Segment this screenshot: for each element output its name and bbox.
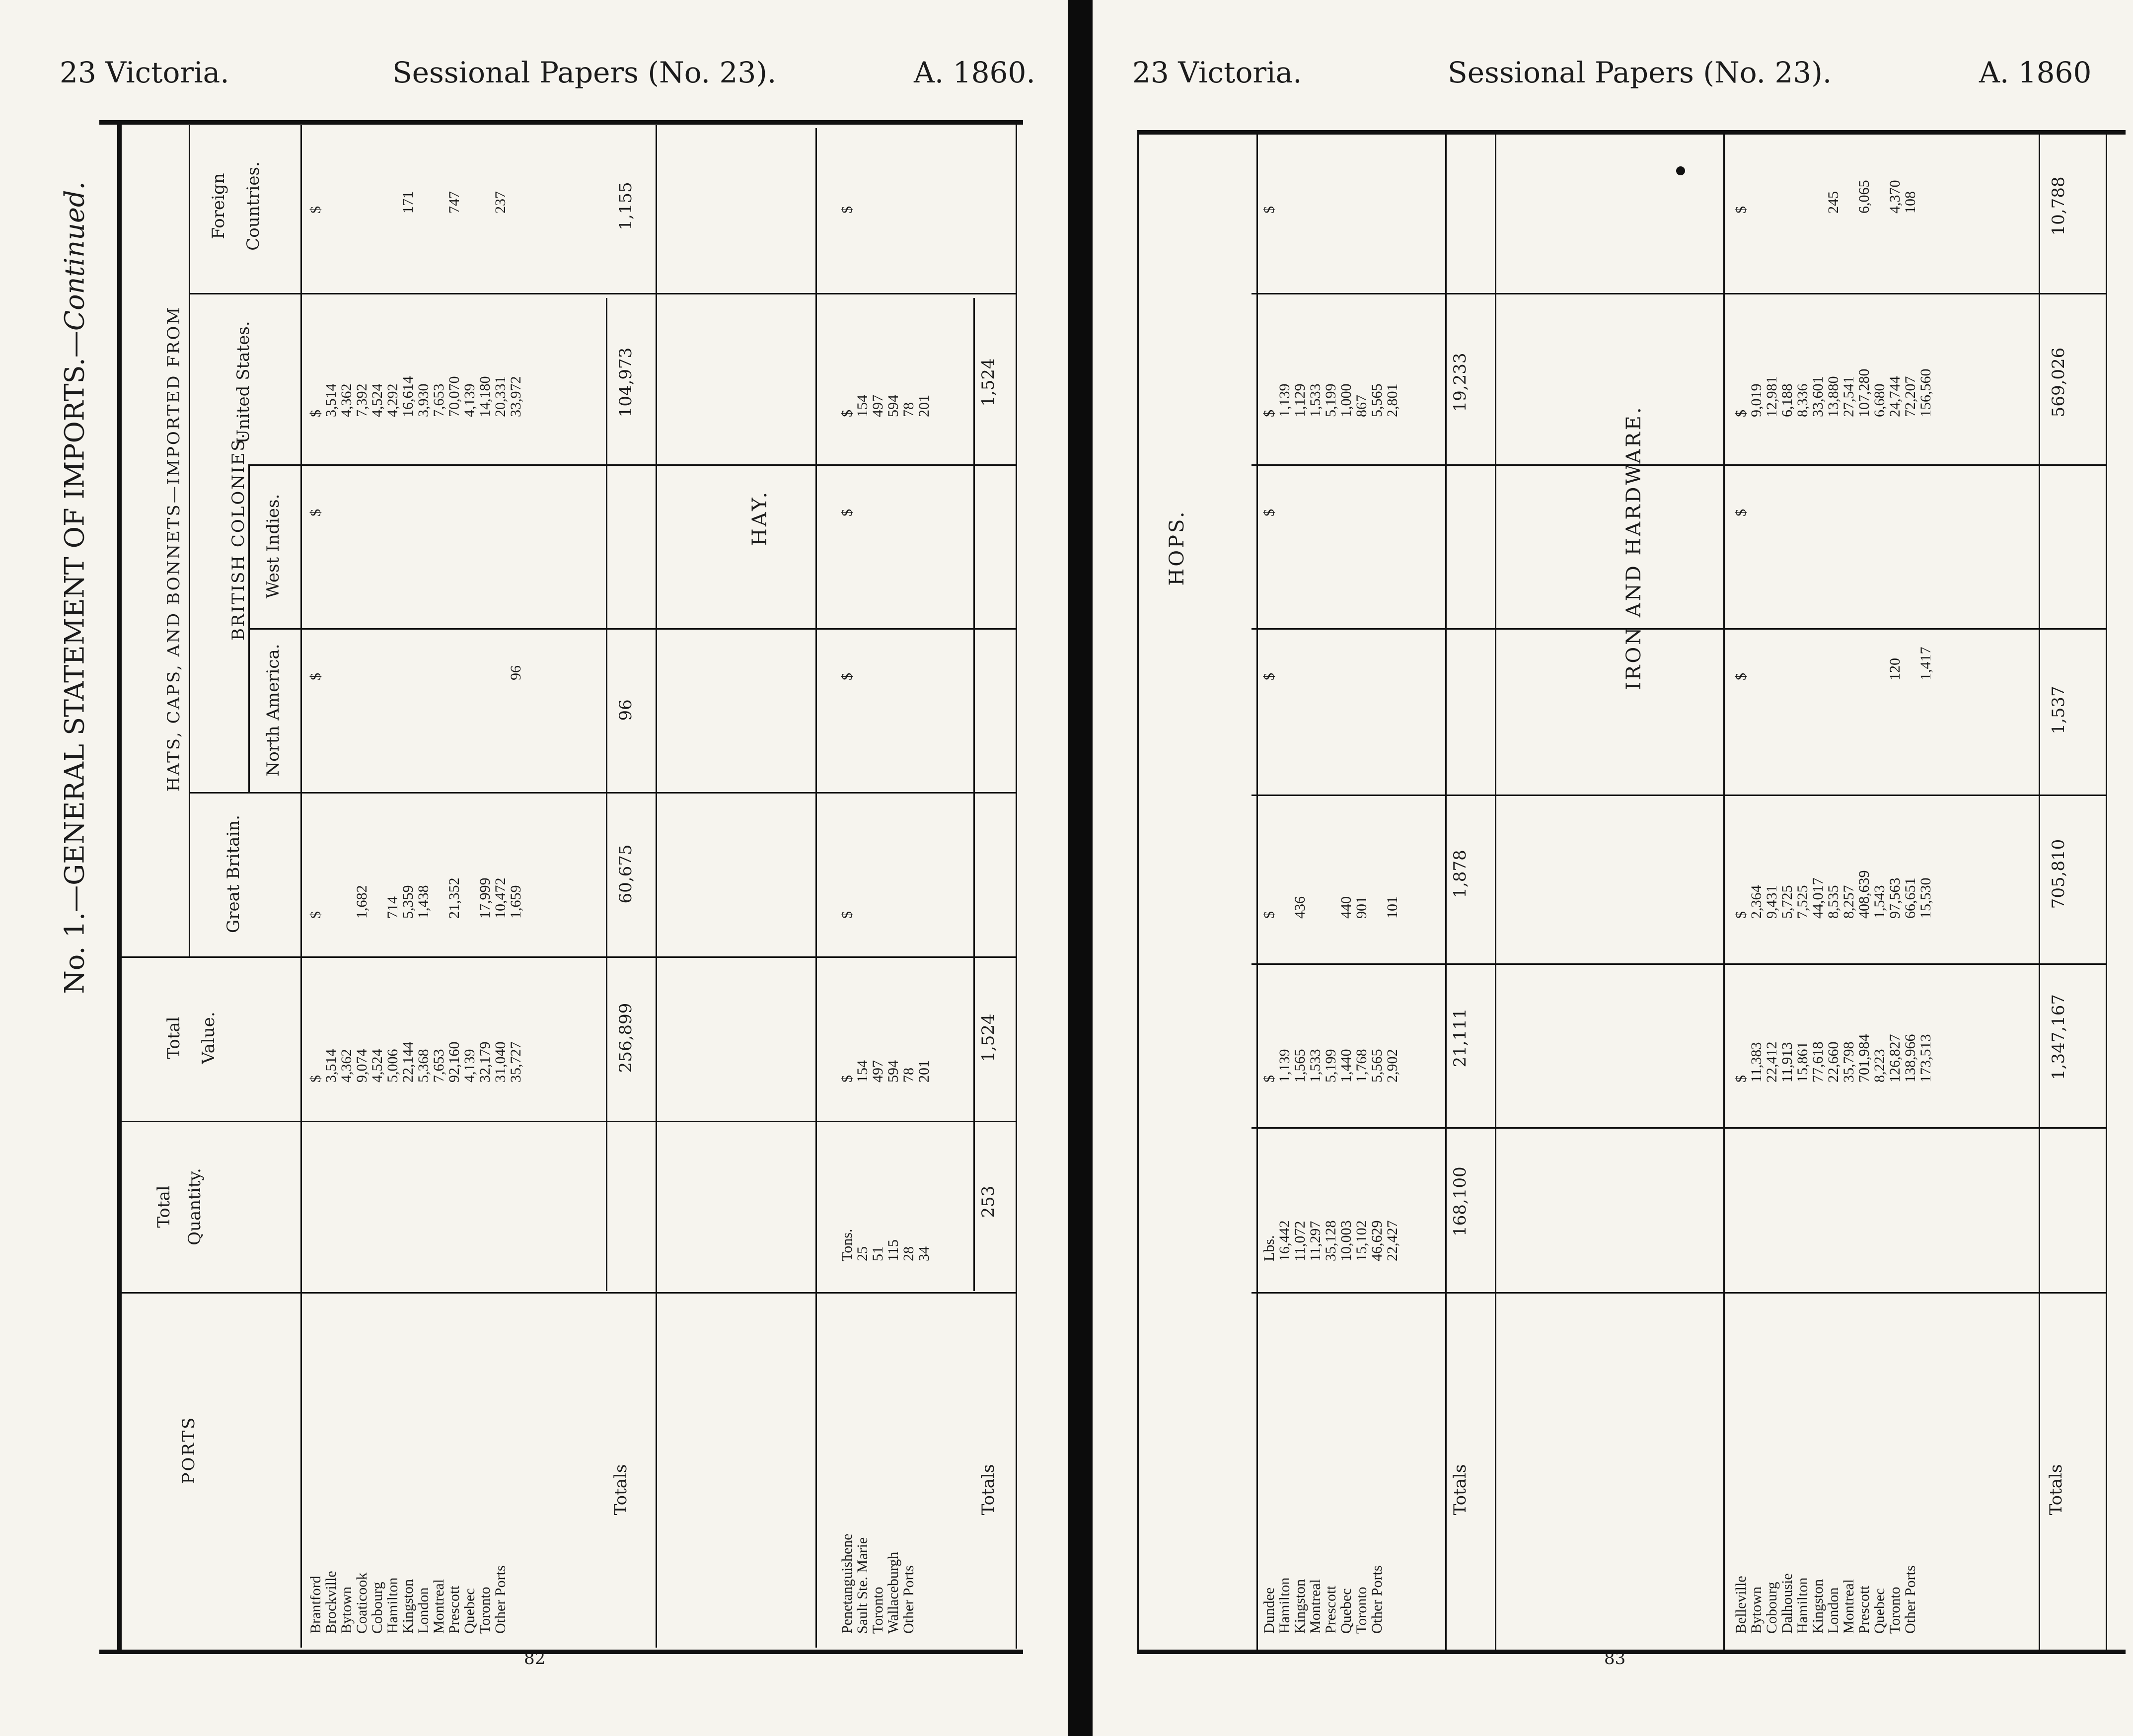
cell-text: $	[839, 673, 855, 680]
header-west-indies: West Indies.	[263, 494, 283, 599]
cell-text: $	[307, 509, 324, 516]
cell-text: 4,139	[461, 1049, 478, 1083]
cell-text: $	[839, 911, 855, 919]
page-number-right: 83	[1604, 1649, 1626, 1668]
hops-totals-gb: 1,878	[1450, 850, 1470, 898]
cell-text: 13,880	[1825, 376, 1841, 417]
cell-text: 7,392	[354, 383, 370, 417]
cell-text: Hamilton	[384, 1577, 401, 1634]
cell-text: 1,543	[1871, 885, 1888, 919]
header-quantity-1: Total	[154, 1185, 174, 1228]
cell-text: 9,019	[1748, 383, 1765, 417]
cell-text: 1,139	[1276, 1049, 1293, 1083]
cell-text: 901	[1353, 896, 1370, 919]
cell-text: Bytown	[1748, 1586, 1765, 1634]
r-rule-ports	[1251, 1292, 2106, 1294]
r-rule-na	[1251, 628, 2106, 630]
hats-totals-value: 256,899	[616, 1003, 636, 1073]
frame-left-right	[1137, 130, 1139, 1650]
year-label: A. 1860.	[914, 56, 1035, 89]
cell-text: 237	[492, 191, 509, 214]
cell-text: 78	[900, 1068, 917, 1083]
hats-totals-us: 104,973	[616, 347, 636, 418]
cell-text: 8,535	[1825, 885, 1841, 919]
cell-text: 9,431	[1764, 885, 1780, 919]
cell-text: 11,297	[1307, 1221, 1324, 1261]
cell-text: 594	[885, 1060, 901, 1083]
cell-text: 4,370	[1887, 180, 1903, 214]
cell-text: 15,102	[1353, 1220, 1370, 1261]
cell-text: Cobourg	[369, 1582, 385, 1634]
cell-text: 1,440	[1338, 1049, 1354, 1083]
cell-text: $	[1261, 410, 1277, 417]
cell-text: $	[1733, 206, 1749, 214]
cell-text: $	[1733, 410, 1749, 417]
cell-text: 171	[400, 191, 416, 214]
cell-text: $	[307, 911, 324, 919]
cell-text: 497	[870, 395, 886, 417]
hops-totals-us: 19,233	[1450, 353, 1470, 412]
cell-text: London	[1825, 1587, 1841, 1634]
rule-us	[189, 293, 1016, 294]
cell-text: 96	[508, 665, 524, 680]
cell-text: 747	[446, 191, 462, 214]
cell-text: 1,438	[415, 885, 432, 919]
cell-text: 12,981	[1764, 376, 1780, 417]
cell-text: 35,727	[508, 1041, 524, 1083]
cell-text: Lbs.	[1261, 1235, 1277, 1261]
rule-quantity	[117, 1121, 1016, 1122]
cell-text: $	[1261, 911, 1277, 919]
hops-start	[1256, 130, 1258, 1650]
r-rule-us	[1251, 293, 2106, 294]
iron-totals-us: 569,026	[2049, 347, 2068, 418]
cell-text: 201	[916, 1060, 932, 1083]
cell-text: 11,913	[1779, 1042, 1795, 1083]
cell-text: 2,902	[1384, 1049, 1400, 1083]
cell-text: 22,412	[1764, 1041, 1780, 1083]
cell-text: $	[1261, 206, 1277, 214]
iron-totals-foreign: 10,788	[2049, 176, 2068, 236]
cell-text: 28	[900, 1246, 917, 1261]
session-label: 23 Victoria.	[60, 56, 229, 89]
rule-value	[117, 956, 1016, 958]
cell-text: 21,352	[446, 877, 462, 919]
cell-text: Toronto	[477, 1587, 493, 1634]
cell-text: 5,199	[1323, 1049, 1339, 1083]
cell-text: Hamilton	[1794, 1577, 1811, 1634]
iron-totals-label: Totals	[2046, 1464, 2066, 1516]
cell-text: 701,984	[1856, 1034, 1872, 1083]
cell-text: 11,072	[1292, 1221, 1308, 1261]
cell-text: 7,653	[431, 383, 447, 417]
cell-text: 1,417	[1917, 647, 1934, 680]
cell-text: 92,160	[446, 1041, 462, 1083]
cell-text: Dalhousie	[1779, 1573, 1795, 1634]
r-rule-value	[1251, 963, 2106, 965]
cell-text: 497	[870, 1060, 886, 1083]
running-title: Sessional Papers (No. 23).	[392, 56, 777, 89]
cell-text: 101	[1384, 896, 1400, 919]
cell-text: 46,629	[1369, 1220, 1385, 1261]
cell-text: 436	[1292, 896, 1308, 919]
cell-text: 5,006	[384, 1049, 401, 1083]
header-value-1: Total	[164, 1016, 184, 1059]
cell-text: 77,618	[1810, 1041, 1826, 1083]
header-great-britain: Great Britain.	[223, 815, 243, 933]
hops-title: HOPS.	[1166, 509, 1188, 586]
cell-text: Montreal	[1307, 1579, 1324, 1634]
cell-text: 1,000	[1338, 383, 1354, 417]
cell-text: Cobourg	[1764, 1582, 1780, 1634]
cell-text: 156,560	[1917, 368, 1934, 417]
cell-text: 22,660	[1825, 1041, 1841, 1083]
cell-text: 17,999	[477, 877, 493, 919]
cell-text: 714	[384, 896, 401, 919]
section-divider	[815, 128, 817, 1648]
cell-text: 5,565	[1369, 383, 1385, 417]
frame-top-right	[1137, 130, 2126, 135]
cell-text: 32,179	[477, 1041, 493, 1083]
cell-text: 33,972	[508, 376, 524, 417]
cell-text: 16,442	[1276, 1220, 1293, 1261]
cell-text: 2,364	[1748, 885, 1765, 919]
cell-text: 4,362	[338, 1049, 355, 1083]
cell-text: $	[1733, 509, 1749, 516]
right-page	[1093, 0, 2133, 1736]
cell-text: $	[1733, 673, 1749, 680]
cell-text: 6,188	[1779, 383, 1795, 417]
cell-text: Montreal	[1840, 1579, 1857, 1634]
cell-text: Toronto	[870, 1587, 886, 1634]
frame-top	[99, 120, 1023, 125]
cell-text: 7,653	[431, 1049, 447, 1083]
cell-text: 66,651	[1902, 877, 1918, 919]
ink-dot	[1676, 166, 1685, 175]
hats-totals-na: 96	[616, 699, 636, 721]
cell-text: 3,514	[323, 383, 339, 417]
hay-totals-rule	[973, 298, 975, 1291]
cell-text: 1,533	[1307, 383, 1324, 417]
cell-text: Prescott	[446, 1586, 462, 1634]
cell-text: $	[839, 1075, 855, 1083]
cell-text: 867	[1353, 395, 1370, 417]
cell-text: 78	[900, 402, 917, 417]
cell-text: 1,533	[1307, 1049, 1324, 1083]
cell-text: Penetanguishene	[839, 1533, 855, 1634]
rule-imported-from	[189, 125, 190, 957]
cell-text: Quebec	[1871, 1588, 1888, 1634]
session-label-right: 23 Victoria.	[1132, 56, 1302, 89]
header-north-america: North America.	[263, 644, 283, 777]
cell-text: $	[839, 509, 855, 516]
cell-text: 10,003	[1338, 1220, 1354, 1261]
cell-text: $	[1261, 509, 1277, 516]
cell-text: $	[839, 410, 855, 417]
r-rule-quantity	[1251, 1127, 2106, 1129]
cell-text: 594	[885, 395, 901, 417]
cell-text: 31,040	[492, 1041, 509, 1083]
hats-totals-gb: 60,675	[616, 844, 636, 904]
cell-text: 6,680	[1871, 383, 1888, 417]
cell-text: Kingston	[1292, 1579, 1308, 1634]
cell-text: Wallaceburgh	[885, 1551, 901, 1634]
book-gutter	[1068, 0, 1093, 1736]
frame-right-right	[2106, 130, 2107, 1650]
frame-bottom-right	[1137, 1650, 2126, 1654]
cell-text: London	[415, 1587, 432, 1634]
hay-totals-value: 1,524	[978, 1013, 998, 1062]
cell-text: 126,827	[1887, 1034, 1903, 1083]
cell-text: Toronto	[1353, 1587, 1370, 1634]
cell-text: 1,139	[1276, 383, 1293, 417]
cell-text: 70,070	[446, 376, 462, 417]
frame-right	[1016, 124, 1017, 1649]
cell-text: 25	[854, 1246, 871, 1261]
cell-text: 16,614	[400, 376, 416, 417]
page-number: 82	[524, 1649, 546, 1668]
cell-text: 7,525	[1794, 885, 1811, 919]
rule-wi	[248, 464, 1016, 466]
cell-text: 2,801	[1384, 383, 1400, 417]
header-value-2: Value.	[199, 1012, 219, 1064]
cell-text: 8,223	[1871, 1049, 1888, 1083]
cell-text: 8,336	[1794, 383, 1811, 417]
hops-totals-rule	[1445, 130, 1447, 1650]
cell-text: 4,524	[369, 1049, 385, 1083]
cell-text: 245	[1825, 191, 1841, 214]
year-label-right: A. 1860	[1979, 56, 2092, 89]
cell-text: 4,292	[384, 383, 401, 417]
hats-section-end	[656, 125, 657, 1648]
statement-continued: Continued.	[59, 181, 90, 331]
hay-totals-quantity: 253	[978, 1185, 998, 1218]
cell-text: Coaticook	[354, 1572, 370, 1634]
cell-text: Other Ports	[492, 1565, 509, 1634]
cell-text: 201	[916, 395, 932, 417]
rule-header-bottom	[300, 125, 302, 1648]
hats-totals-label: Totals	[611, 1464, 631, 1516]
header-british-colonies: BRITISH COLONIES.	[228, 432, 248, 641]
cell-text: 9,074	[354, 1049, 370, 1083]
cell-text: 44,017	[1810, 877, 1826, 919]
cell-text: $	[307, 673, 324, 680]
hops-totals-label: Totals	[1450, 1464, 1470, 1516]
cell-text: 15,530	[1917, 877, 1934, 919]
cell-text: 11,383	[1748, 1042, 1765, 1083]
cell-text: 33,601	[1810, 376, 1826, 417]
cell-text: Hamilton	[1276, 1577, 1293, 1634]
cell-text: 154	[854, 1060, 871, 1083]
cell-text: Bytown	[338, 1586, 355, 1634]
cell-text: Quebec	[461, 1588, 478, 1634]
cell-text: 3,514	[323, 1049, 339, 1083]
hops-totals-quantity: 168,100	[1450, 1166, 1470, 1236]
header-foreign-2: Countries.	[243, 161, 263, 251]
cell-text: 24,744	[1887, 376, 1903, 417]
iron-totals-rule	[2039, 130, 2040, 1650]
statement-title	[59, 181, 90, 994]
iron-totals-na: 1,537	[2049, 686, 2068, 734]
rule-colonies	[248, 464, 250, 792]
cell-text: $	[307, 410, 324, 417]
cell-text: Other Ports	[1902, 1565, 1918, 1634]
r-rule-gb	[1251, 795, 2106, 796]
cell-text: $	[1261, 673, 1277, 680]
header-quantity-2: Quantity.	[185, 1168, 205, 1245]
cell-text: 1,659	[508, 885, 524, 919]
cell-text: 107,280	[1856, 368, 1872, 417]
r-rule-wi	[1251, 464, 2106, 466]
cell-text: 115	[885, 1239, 901, 1261]
cell-text: 5,368	[415, 1049, 432, 1083]
cell-text: 97,563	[1887, 877, 1903, 919]
cell-text: 15,861	[1794, 1041, 1811, 1083]
statement-title-text: No. 1.—GENERAL STATEMENT OF IMPORTS.—	[59, 331, 90, 994]
hay-totals-label: Totals	[978, 1464, 998, 1516]
cell-text: 72,207	[1902, 376, 1918, 417]
cell-text: 1,129	[1292, 383, 1308, 417]
iron-title: IRON AND HARDWARE.	[1622, 405, 1645, 690]
header-united-states: United States.	[233, 321, 253, 444]
cell-text: $	[307, 1075, 324, 1083]
cell-text: 5,565	[1369, 1049, 1385, 1083]
cell-text: 1,768	[1353, 1049, 1370, 1083]
frame-left	[117, 120, 122, 1650]
cell-text: Kingston	[1810, 1579, 1826, 1634]
hops-totals-value: 21,111	[1450, 1008, 1470, 1068]
cell-text: Kingston	[400, 1579, 416, 1634]
iron-totals-gb: 705,810	[2049, 839, 2068, 909]
cell-text: 4,524	[369, 383, 385, 417]
cell-text: $	[307, 206, 324, 214]
cell-text: 14,180	[477, 376, 493, 417]
cell-text: 22,427	[1384, 1220, 1400, 1261]
cell-text: 8,257	[1840, 885, 1857, 919]
cell-text: 154	[854, 395, 871, 417]
cell-text: 440	[1338, 896, 1354, 919]
cell-text: Belleville	[1733, 1576, 1749, 1634]
cell-text: Tons.	[839, 1229, 855, 1261]
cell-text: $	[1733, 911, 1749, 919]
hats-totals-rule	[606, 298, 607, 1291]
cell-text: 27,541	[1840, 376, 1857, 417]
cell-text: Toronto	[1887, 1587, 1903, 1634]
header-imported-from: HATS, CAPS, AND BONNETS—IMPORTED FROM	[164, 305, 184, 792]
running-title-right: Sessional Papers (No. 23).	[1448, 56, 1832, 89]
header-foreign-1: Foreign	[209, 173, 228, 239]
hops-section-end	[1495, 130, 1496, 1650]
cell-text: 22,144	[400, 1041, 416, 1083]
cell-text: Brockville	[323, 1571, 339, 1634]
cell-text: 51	[870, 1246, 886, 1261]
cell-text: Other Ports	[1369, 1565, 1385, 1634]
cell-text: 108	[1902, 191, 1918, 214]
cell-text: 5,359	[400, 885, 416, 919]
cell-text: 20,331	[492, 376, 509, 417]
cell-text: 173,513	[1917, 1034, 1934, 1083]
cell-text: 5,725	[1779, 885, 1795, 919]
cell-text: Prescott	[1323, 1586, 1339, 1634]
cell-text: 4,139	[461, 383, 478, 417]
cell-text: 34	[916, 1246, 932, 1261]
cell-text: Brantford	[307, 1576, 324, 1634]
header-ports: PORTS	[179, 1416, 199, 1484]
hats-totals-foreign: 1,155	[616, 182, 636, 230]
cell-text: Dundee	[1261, 1587, 1277, 1634]
iron-totals-value: 1,347,167	[2049, 994, 2068, 1080]
cell-text: 138,966	[1902, 1034, 1918, 1083]
cell-text: 1,682	[354, 885, 370, 919]
iron-start	[1723, 130, 1725, 1650]
rule-ports	[117, 1292, 1016, 1294]
rule-na	[248, 628, 1016, 630]
frame-bottom	[99, 1650, 1023, 1654]
cell-text: Montreal	[431, 1579, 447, 1634]
cell-text: 6,065	[1856, 180, 1872, 214]
cell-text: 3,930	[415, 383, 432, 417]
cell-text: 10,472	[492, 877, 509, 919]
hay-title: HAY.	[748, 490, 771, 546]
cell-text: $	[839, 206, 855, 214]
cell-text: 35,128	[1323, 1220, 1339, 1261]
cell-text: Quebec	[1338, 1588, 1354, 1634]
cell-text: Sault Ste. Marie	[854, 1537, 871, 1634]
cell-text: 5,199	[1323, 383, 1339, 417]
cell-text: Other Ports	[900, 1565, 917, 1634]
cell-text: $	[1261, 1075, 1277, 1083]
cell-text: 1,565	[1292, 1049, 1308, 1083]
cell-text: 4,362	[338, 383, 355, 417]
hay-totals-us: 1,524	[978, 358, 998, 407]
rule-gb	[189, 792, 1016, 794]
cell-text: 35,798	[1840, 1041, 1857, 1083]
cell-text: Prescott	[1856, 1586, 1872, 1634]
cell-text: $	[1733, 1075, 1749, 1083]
cell-text: 408,639	[1856, 870, 1872, 919]
cell-text: 120	[1887, 658, 1903, 680]
